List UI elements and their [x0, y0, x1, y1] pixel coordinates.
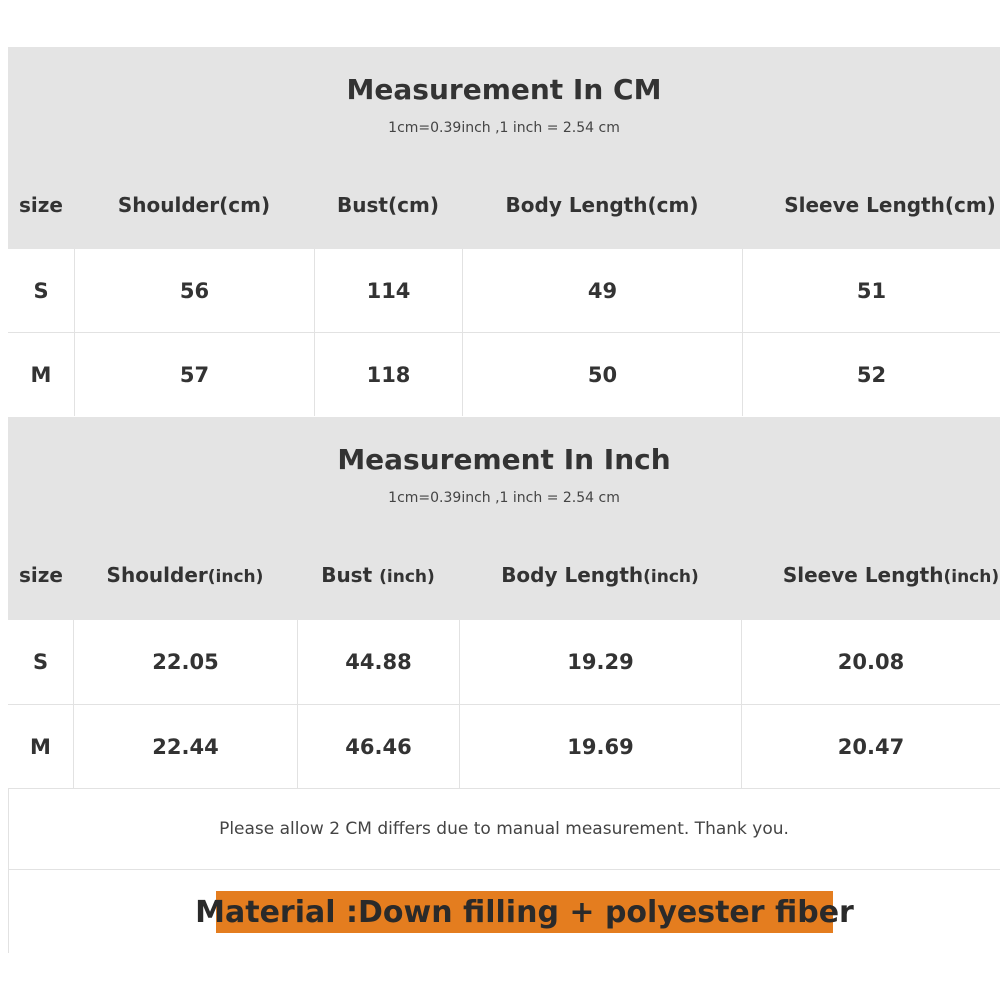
cm-cell-size: S — [33, 278, 49, 303]
cm-header-body-length: Body Length(cm) — [505, 193, 699, 217]
inch-header-body-length: Body Length(inch) — [501, 563, 699, 587]
cm-cell-sleeve-length: 52 — [742, 333, 1000, 416]
inch-cell-shoulder: 22.44 — [73, 705, 297, 788]
cm-title: Measurement In CM — [346, 73, 662, 106]
inch-conversion-note: 1cm=0.39inch ,1 inch = 2.54 cm — [388, 490, 620, 506]
inch-cell-sleeve-length: 20.08 — [741, 620, 1000, 704]
cm-cell-sleeve-length: 51 — [742, 249, 1000, 332]
measurement-disclaimer: Please allow 2 CM differs due to manual measurement. Thank you. — [8, 789, 1000, 870]
inch-cell-bust: 46.46 — [297, 705, 459, 788]
inch-cell-bust: 44.88 — [297, 620, 459, 704]
material-banner: Material :Down filling + polyester fiber — [216, 891, 833, 933]
cm-cell-shoulder: 57 — [74, 333, 314, 416]
cm-cell-body-length: 50 — [462, 333, 742, 416]
cm-header-sleeve-length: Sleeve Length(cm) — [784, 193, 996, 217]
inch-cell-sleeve-length: 20.47 — [741, 705, 1000, 788]
inch-header-sleeve-length: Sleeve Length(inch) — [782, 563, 1000, 587]
cm-header-shoulder: Shoulder(cm) — [117, 193, 271, 217]
cm-cell-bust: 118 — [314, 333, 462, 416]
cm-conversion-note: 1cm=0.39inch ,1 inch = 2.54 cm — [388, 120, 620, 136]
cm-section-header — [8, 47, 1000, 249]
table-row — [8, 249, 1000, 333]
inch-cell-size: M — [30, 734, 51, 759]
table-row — [8, 333, 1000, 416]
inch-section-header — [8, 417, 1000, 620]
table-row — [8, 705, 1000, 789]
inch-cell-body-length: 19.29 — [459, 620, 741, 704]
inch-header-bust: Bust (inch) — [321, 563, 435, 587]
cm-cell-size: M — [30, 362, 52, 387]
inch-header-shoulder: Shoulder(inch) — [106, 563, 264, 587]
inch-title: Measurement In Inch — [337, 443, 671, 476]
inch-cell-body-length: 19.69 — [459, 705, 741, 788]
cm-header-bust: Bust(cm) — [337, 193, 439, 217]
cm-cell-shoulder: 56 — [74, 249, 314, 332]
cm-cell-body-length: 49 — [462, 249, 742, 332]
cm-header-size: size — [19, 193, 63, 217]
inch-cell-size: S — [32, 650, 49, 674]
inch-cell-shoulder: 22.05 — [73, 620, 297, 704]
table-row — [8, 620, 1000, 705]
size-chart — [8, 47, 1000, 953]
cm-cell-bust: 114 — [314, 249, 462, 332]
inch-header-size: size — [19, 563, 63, 587]
